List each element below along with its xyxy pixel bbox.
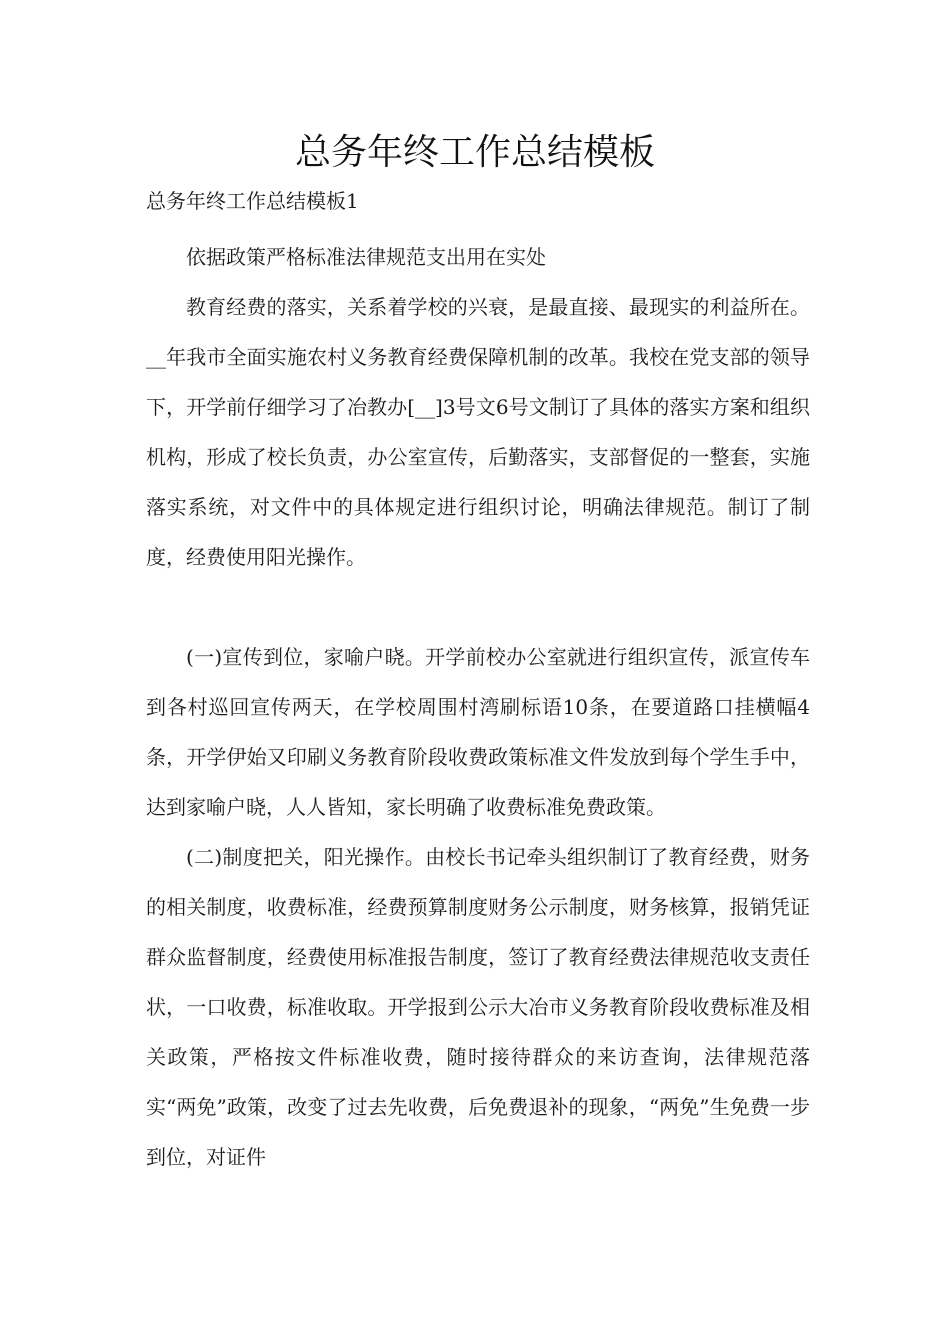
paragraph-heading: 依据政策严格标准法律规范支出用在实处 [186, 245, 546, 269]
paragraph-section-2: (二)制度把关，阳光操作。由校长书记牵头组织制订了教育经费，财务的相关制度，收费标准，经费预算制度财务公示制度，财务核算，报销凭证群众监督制度，经费使用标准报告制度，签订了教育经费法律规范收支责任状，一口收费，标准收取。开学报到公示大冶市义务教育阶段收费标准及相关政策，严格按文件标准收费，随时接待群众的来访查询，法律规范落实“两免”政策，改变了过去先收费，后免费退补的现象，“两免”生免费一步到位，对证件 [146, 845, 810, 1169]
paragraph-section-1: (一)宣传到位，家喻户晓。开学前校办公室就进行组织宣传，派宣传车到各村巡回宣传两天，在学校周围村湾刷标语10条，在要道路口挂横幅4条，开学伊始又印刷义务教育阶段收费政策标准文件发放到每个学生手中，达到家喻户晓，人人皆知，家长明确了收费标准免费政策。 [146, 645, 810, 819]
paragraph-intro: 教育经费的落实，关系着学校的兴衰，是最直接、最现实的利益所在。__年我市全面实施农村义务教育经费保障机制的改革。我校在党支部的领导下，开学前仔细学习了冶教办[__]3号文6号文制订了具体的落实方案和组织机构，形成了校长负责，办公室宣传，后勤落实，支部督促的一整套，实施落实系统，对文件中的具体规定进行组织讨论，明确法律规范。制订了制度，经费使用阳光操作。 [146, 295, 810, 569]
paragraph-spacer [146, 582, 810, 632]
document-body [146, 182, 810, 1182]
document-title: 总务年终工作总结模板 [294, 132, 655, 173]
document-subtitle: 总务年终工作总结模板1 [146, 189, 359, 213]
